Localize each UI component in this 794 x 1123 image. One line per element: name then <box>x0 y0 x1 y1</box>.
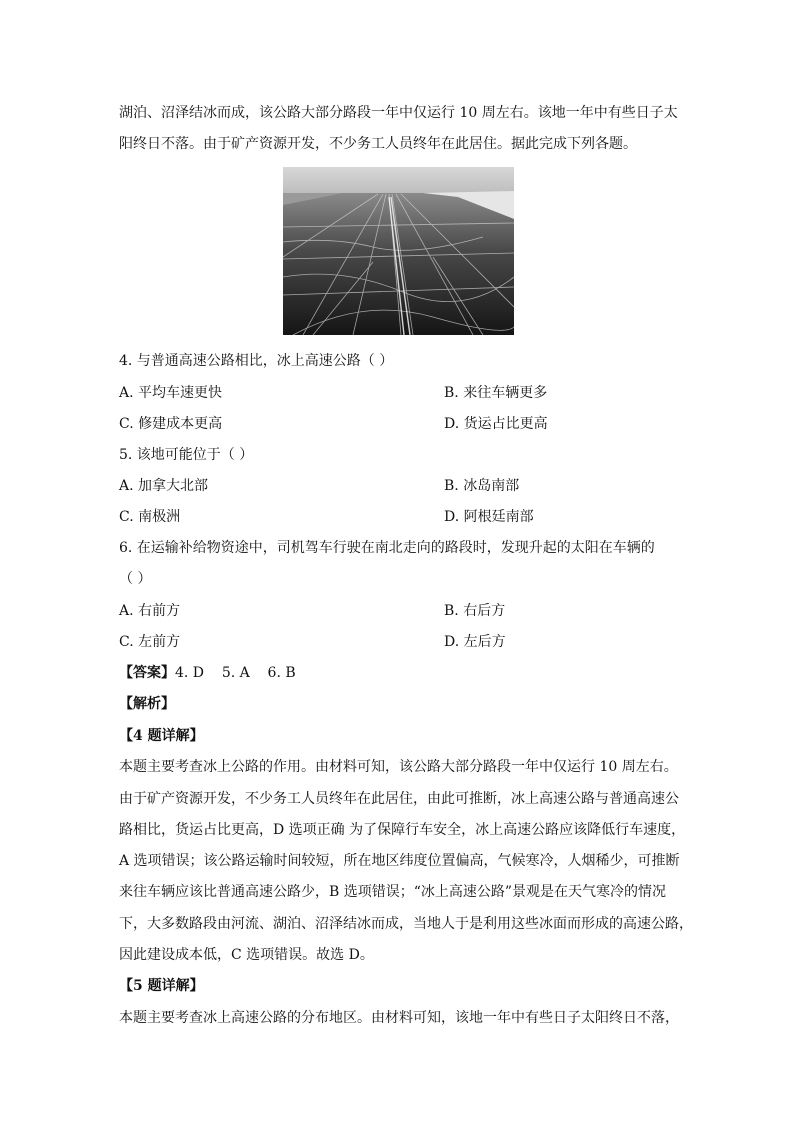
detail-4-line: 本题主要考查冰上公路的作用。由材料可知，该公路大部分路段一年中仅运行 10 周左右。 <box>119 759 678 775</box>
answer-line <box>119 663 296 683</box>
analysis-label: 【解析】 <box>119 696 175 712</box>
intro-line-2: 阳终日不落。由于矿产资源开发，不少务工人员终年在此居住。据此完成下列各题。 <box>119 136 637 152</box>
question-5-option-b: B. 冰岛南部 <box>444 478 520 494</box>
question-5-stem: 5. 该地可能位于（ ） <box>119 447 254 463</box>
answer-text: 4. D 5. A 6. B <box>175 665 296 681</box>
question-5-option-a: A. 加拿大北部 <box>119 478 209 494</box>
detail-5-line: 本题主要考查冰上高速公路的分布地区。由材料可知，该地一年中有些日子太阳终日不落， <box>119 1010 679 1026</box>
question-4-stem: 4. 与普通高速公路相比，冰上高速公路（ ） <box>119 353 394 369</box>
question-5-option-c: C. 南极洲 <box>119 509 181 525</box>
question-4-option-b: B. 来往车辆更多 <box>444 385 548 401</box>
question-6-stem-bracket: （ ） <box>119 571 152 587</box>
detail-4-heading: 【4 题详解】 <box>119 728 204 744</box>
question-6-option-b: B. 右后方 <box>444 603 506 619</box>
detail-4-line: 路相比，货运占比更高，D 选项正确 为了保障行车安全，冰上高速公路应该降低行车速度， <box>119 822 686 838</box>
detail-4-line: 下，大多数路段由河流、湖泊、沼泽结冰而成，当地人于是利用这些冰面而形成的高速公路， <box>119 916 693 932</box>
question-5-option-d: D. 阿根廷南部 <box>444 509 534 525</box>
ice-highway-photo <box>283 167 514 335</box>
question-6-option-d: D. 左后方 <box>444 634 506 650</box>
question-6-option-a: A. 右前方 <box>119 603 181 619</box>
question-6-option-c: C. 左前方 <box>119 634 181 650</box>
question-4-option-a: A. 平均车速更快 <box>119 385 223 401</box>
answer-label: 【答案】 <box>119 665 175 681</box>
question-4-option-d: D. 货运占比更高 <box>444 416 548 432</box>
detail-4-line: 来往车辆应该比普通高速公路少，B 选项错误；“冰上高速公路”景观是在天气寒冷的情况 <box>119 884 667 900</box>
detail-4-line: 由于矿产资源开发，不少务工人员终年在此居住，由此可推断，冰上高速公路与普通高速公 <box>119 791 679 807</box>
detail-4-line: 因此建设成本低，C 选项错误。故选 D。 <box>119 947 374 963</box>
intro-line-1: 湖泊、沼泽结冰而成，该公路大部分路段一年中仅运行 10 周左右。该地一年中有些日子太 <box>119 105 678 121</box>
question-4-option-c: C. 修建成本更高 <box>119 416 223 432</box>
question-6-stem: 6. 在运输补给物资途中，司机驾车行驶在南北走向的路段时，发现升起的太阳在车辆的 <box>119 540 655 556</box>
detail-4-line: A 选项错误；该公路运输时间较短，所在地区纬度位置偏高，气候寒冷，人烟稀少，可推断 <box>119 853 680 869</box>
detail-5-heading: 【5 题详解】 <box>119 978 204 994</box>
